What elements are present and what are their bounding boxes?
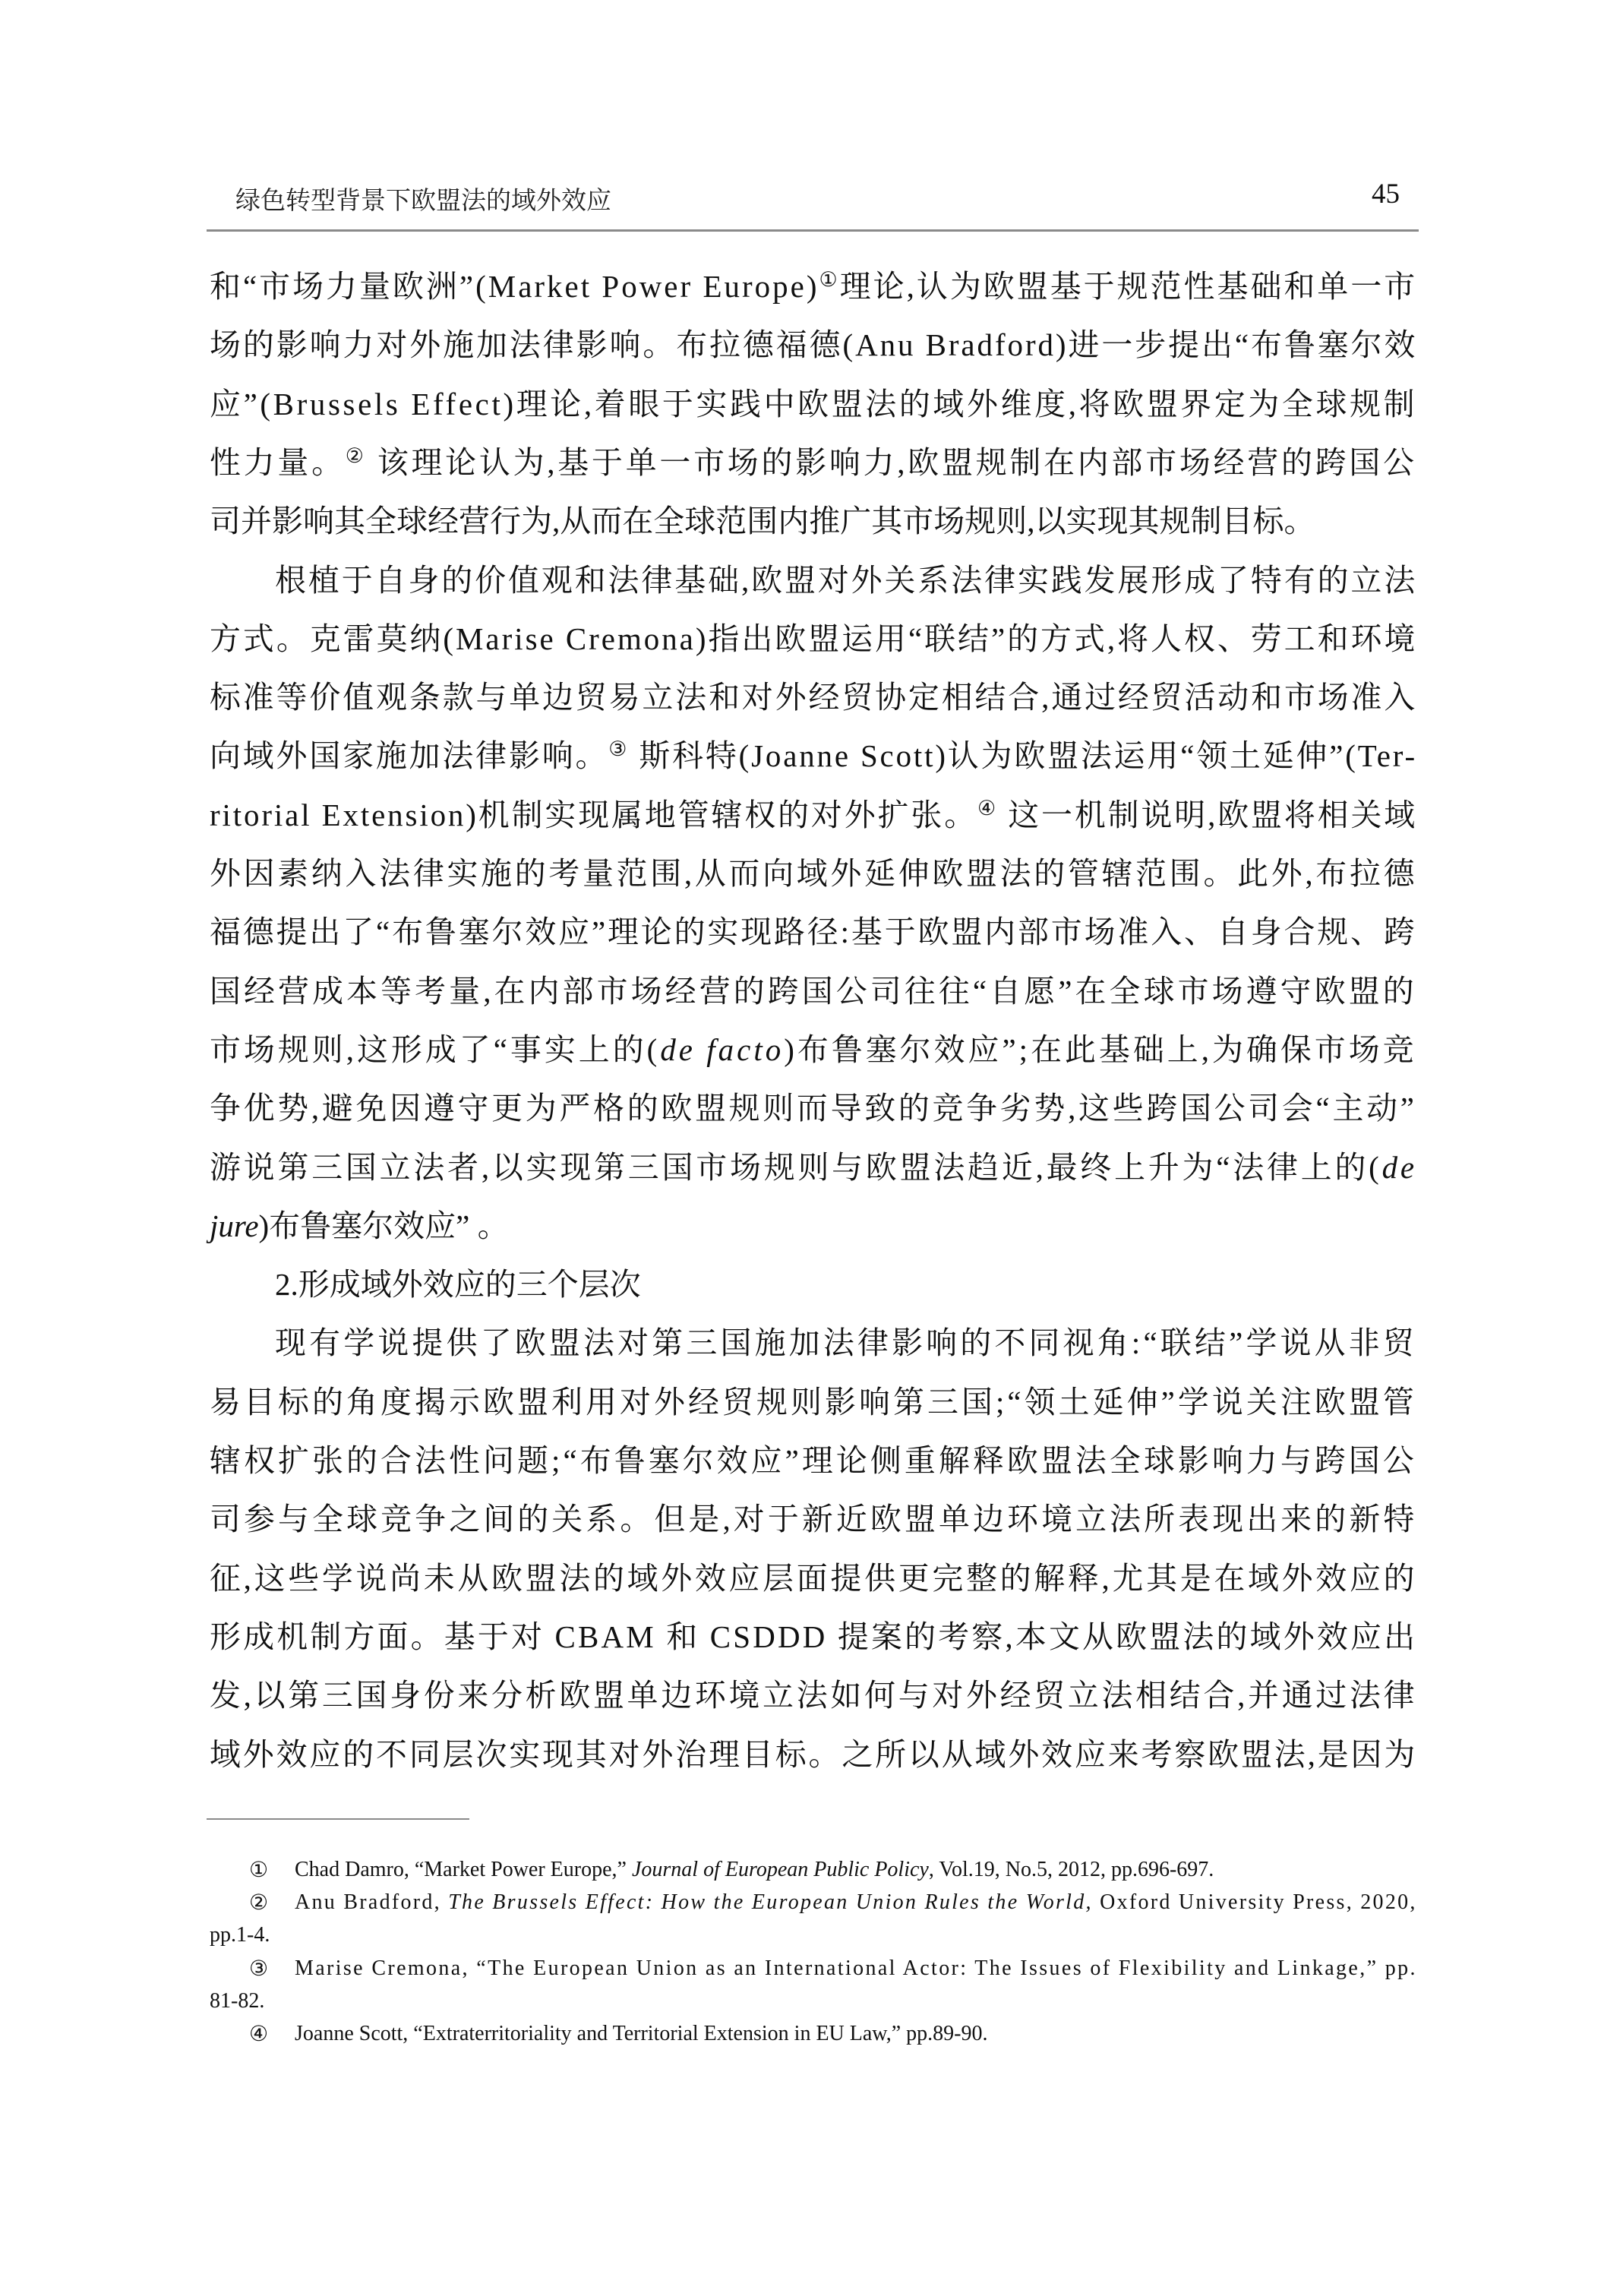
text-run: 理论,认为欧盟基于规范性基础和单一市 [839,269,1418,304]
text-run: 斯科特(Joanne Scott)认为欧盟法运用“领土延伸”(Ter- [629,738,1417,774]
body-line [210,381,1417,427]
text-run: Marise Cremona, “The European Union as an International Actor: The Issues of Flexibility and Linkage,” pp. [295,1956,1417,1980]
footnote-text [295,2019,987,2049]
footnote-number: ① [249,1857,269,1882]
footnote-reference[interactable]: ① [819,268,840,291]
text-run: 辖权扩张的合法性问题;“布鲁塞尔效应”理论侧重解释欧盟法全球影响力与跨国公 [210,1443,1417,1478]
body-line [210,1614,1417,1660]
text-run: 外因素纳入法律实施的考量范围,从而向域外延伸欧盟法的管辖范围。此外,布拉德 [210,856,1418,891]
text-run: , Vol.19, No.5, 2012, pp.696-697. [928,1858,1214,1881]
text-run: Chad Damro, “Market Power Europe,” [295,1858,632,1881]
text-run: 现有学说提供了欧盟法对第三国施加法律影响的不同视角:“联结”学说从非贸 [275,1325,1418,1361]
body-line [210,1496,1417,1542]
page-number: 45 [1372,178,1400,210]
body-line [210,322,1417,368]
text-run: Joanne Scott, “Extraterritoriality and Territorial Extension in EU Law,” pp.89-90. [295,2022,988,2045]
body-line [210,1732,1417,1777]
running-title: 绿色转型背景下欧盟法的域外效应 [235,188,611,215]
body-line [210,498,1315,544]
footnote-number: ② [249,1890,269,1915]
section-heading [275,1262,641,1307]
body-line [210,440,1417,485]
body-line [210,733,1417,778]
text-run: 国经营成本等考量,在内部市场经营的跨国公司往往“自愿”在全球市场遵守欧盟的 [210,973,1417,1009]
text-run: 和“市场力量欧洲”(Market Power Europe) [210,269,819,304]
body-line [210,1145,1417,1190]
footnote-text [295,1953,1417,1984]
text-run: 向域外国家施加法律影响。 [210,738,609,774]
body-line [210,909,1417,955]
body-line [210,264,1417,309]
text-run: Anu Bradford, [295,1890,449,1915]
body-line [210,1203,509,1249]
italic-text: de [1381,1149,1417,1185]
body-line [210,616,1417,662]
text-run: 根植于自身的价值观和法律基础,欧盟对外关系法律实践发展形成了特有的立法 [275,562,1418,598]
body-line [210,1027,1417,1072]
text-run: 该理论认为,基于单一市场的影响力,欧盟规制在内部市场经营的跨国公 [366,444,1417,480]
body-line [275,1320,1417,1366]
body-line [210,851,1417,896]
text-run: 发,以第三国身份来分析欧盟单边环境立法如何与对外经贸立法相结合,并通过法律 [210,1678,1418,1713]
text-run: 2.形成域外效应的三个层次 [275,1267,641,1303]
text-run: 这一机制说明,欧盟将相关域 [998,797,1418,832]
body-line [210,1672,1417,1718]
footnote-text [295,1855,1214,1885]
italic-text: jure [210,1208,259,1243]
text-run: 司并影响其全球经营行为,从而在全球范围内推广其市场规则,以实现其规制目标。 [210,504,1315,539]
text-run: 场的影响力对外施加法律影响。布拉德福德(Anu Bradford)进一步提出“布鲁塞尔效 [210,327,1418,363]
footnote-divider [207,1818,469,1820]
footnote-reference[interactable]: ③ [608,737,630,761]
text-run: 易目标的角度揭示欧盟利用对外经贸规则影响第三国;“领土延伸”学说关注欧盟管 [210,1384,1417,1420]
italic-text: de facto [660,1031,785,1067]
text-run: 域外效应的不同层次实现其对外治理目标。之所以从域外效应来考察欧盟法,是因为 [210,1736,1418,1772]
text-run: 标准等价值观条款与单边贸易立法和对外经贸协定相结合,通过经贸活动和市场准入 [210,680,1418,715]
text-run: Oxford University Press, 2020, [1092,1890,1417,1915]
text-run: 81-82. [210,1988,265,2013]
footnote-reference[interactable]: ② [345,444,367,467]
footnote-number: ③ [249,1955,269,1981]
italic-text: Journal of European Public Policy [631,1858,929,1881]
footnote-reference[interactable]: ④ [977,796,999,820]
text-run: 形成机制方面。基于对 CBAM 和 CSDDD 提案的考察,本文从欧盟法的域外效应出 [210,1619,1418,1654]
footnote-number: ④ [249,2021,269,2046]
text-run: ritorial Extension)机制实现属地管辖权的对外扩张。 [210,797,978,832]
text-run: 性力量。 [210,444,346,480]
text-run: 司参与全球竞争之间的关系。但是,对于新近欧盟单边环境立法所表现出来的新特 [210,1502,1418,1537]
text-run: 方式。克雷莫纳(Marise Cremona)指出欧盟运用“联结”的方式,将人权、劳工和环境 [210,621,1418,656]
body-line [210,792,1417,838]
text-run: 应”(Brussels Effect)理论,着眼于实践中欧盟法的域外维度,将欧盟界定为全球规制 [210,386,1418,422]
body-line [210,968,1417,1014]
text-run: )布鲁塞尔效应” 。 [258,1208,509,1243]
body-line [210,1379,1417,1425]
body-line [210,1085,1417,1131]
body-line [210,674,1417,720]
text-run: 争优势,避免因遵守更为严格的欧盟规则而导致的竞争劣势,这些跨国公司会“主动” [210,1091,1417,1126]
text-run: )布鲁塞尔效应”;在此基础上,为确保市场竞 [784,1031,1417,1067]
body-line [275,557,1417,603]
header-divider [207,229,1419,232]
text-run: 征,这些学说尚未从欧盟法的域外效应层面提供更完整的解释,尤其是在域外效应的 [210,1560,1418,1596]
body-line [210,1555,1417,1601]
text-run: pp.1-4. [210,1923,270,1947]
body-line [210,1438,1417,1483]
italic-text: The Brussels Effect: How the European Union Rules the World, [448,1890,1093,1915]
text-run: 市场规则,这形成了“事实上的( [210,1031,661,1067]
text-run: 福德提出了“布鲁塞尔效应”理论的实现路径:基于欧盟内部市场准入、自身合规、跨 [210,914,1417,950]
footnote-text [210,1986,264,2017]
footnote-text [210,1920,270,1950]
footnote-text [295,1887,1417,1918]
text-run: 游说第三国立法者,以实现第三国市场规则与欧盟法趋近,最终上升为“法律上的( [210,1149,1382,1185]
